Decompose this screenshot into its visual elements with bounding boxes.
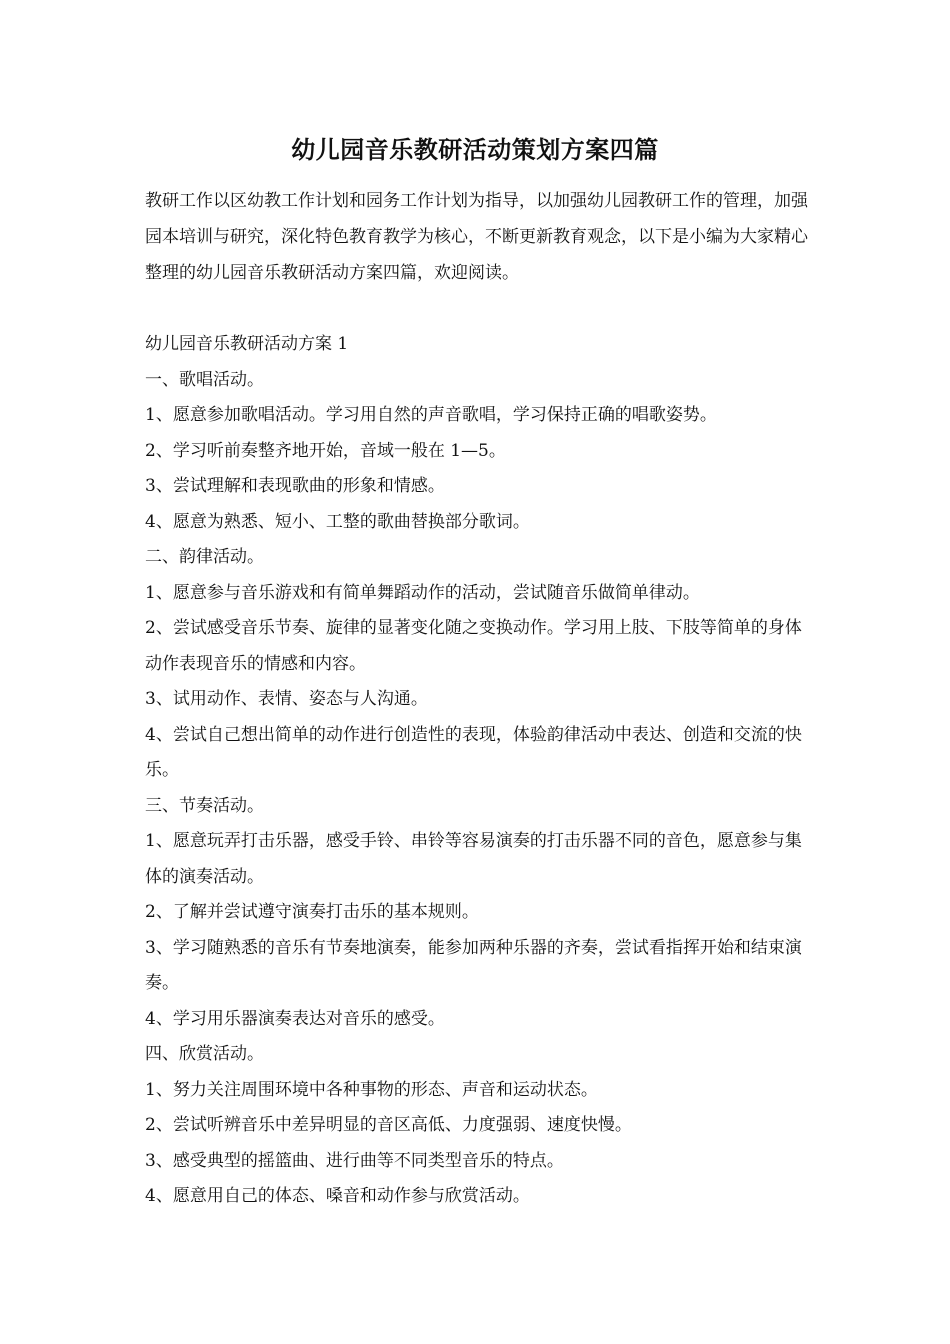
list-item: 2、尝试听辨音乐中差异明显的音区高低、力度强弱、速度快慢。: [145, 1115, 632, 1135]
document-title: 幼儿园音乐教研活动策划方案四篇: [291, 135, 659, 164]
list-item: 3、感受典型的摇篮曲、进行曲等不同类型音乐的特点。: [145, 1150, 564, 1171]
list-item: 3、试用动作、表情、姿态与人沟通。: [145, 689, 428, 709]
list-item: 4、尝试自己想出简单的动作进行创造性的表现，体验韵律活动中表达、创造和交流的快乐。: [145, 724, 802, 780]
intro-paragraph: 教研工作以区幼教工作计划和园务工作计划为指导，以加强幼儿园教研工作的管理，加强园本培训与研究，深化特色教育教学为核心，不断更新教育观念，以下是小编为大家精心整理的幼儿园音乐教研活动方案四篇，欢迎阅读。: [145, 191, 808, 283]
list-item: 3、学习随熟悉的音乐有节奏地演奏，能参加两种乐器的齐奏，尝试看指挥开始和结束演奏。: [145, 937, 802, 993]
list-item: 2、尝试感受音乐节奏、旋律的显著变化随之变换动作。学习用上肢、下肢等简单的身体动作表现音乐的情感和内容。: [145, 618, 802, 674]
list-item: 4、愿意为熟悉、短小、工整的歌曲替换部分歌词。: [145, 511, 530, 532]
list-item: 1、愿意参与音乐游戏和有简单舞蹈动作的活动，尝试随音乐做简单律动。: [145, 582, 700, 603]
section-heading: 幼儿园音乐教研活动方案 1: [145, 334, 349, 354]
list-item: 1、努力关注周围环境中各种事物的形态、声音和运动状态。: [145, 1079, 598, 1100]
list-item: 4、学习用乐器演奏表达对音乐的感受。: [145, 1008, 445, 1029]
document-body: [145, 327, 810, 1215]
list-item: 4、愿意用自己的体态、嗓音和动作参与欣赏活动。: [145, 1186, 530, 1206]
heading-singing: 一、歌唱活动。: [145, 369, 264, 390]
heading-rhythm-movement: 二、韵律活动。: [145, 547, 264, 567]
heading-rhythm: 三、节奏活动。: [145, 795, 264, 816]
list-item: 1、愿意参加歌唱活动。学习用自然的声音歌唱，学习保持正确的唱歌姿势。: [145, 405, 717, 425]
heading-appreciation: 四、欣赏活动。: [145, 1044, 264, 1064]
list-item: 1、愿意玩弄打击乐器，感受手铃、串铃等容易演奏的打击乐器不同的音色，愿意参与集体的演奏活动。: [145, 831, 802, 887]
list-item: 2、学习听前奏整齐地开始，音域一般在 1—5。: [145, 440, 506, 461]
list-item: 3、尝试理解和表现歌曲的形象和情感。: [145, 476, 445, 496]
list-item: 2、了解并尝试遵守演奏打击乐的基本规则。: [145, 902, 479, 922]
